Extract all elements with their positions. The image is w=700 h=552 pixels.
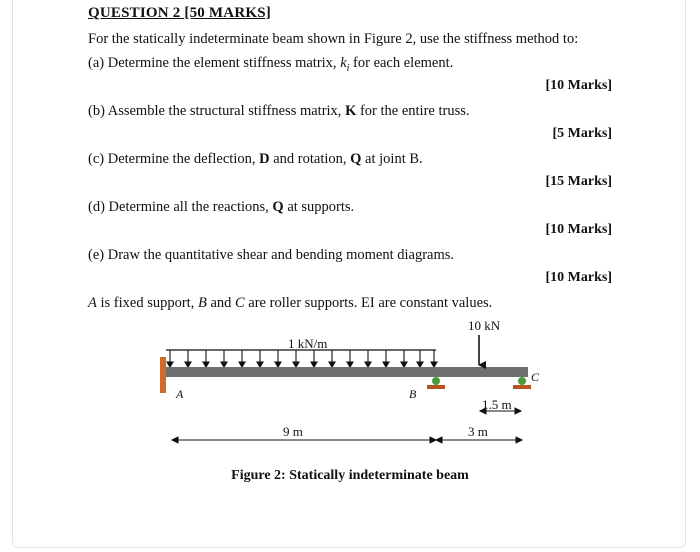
node-b-label: B bbox=[409, 387, 417, 401]
question-intro: For the statically indeterminate beam shown in Figure 2, use the stiffness method to: bbox=[88, 31, 579, 47]
support-note-c: C bbox=[235, 295, 245, 311]
part-d-marks: [10 Marks] bbox=[545, 222, 612, 237]
roller-support-c bbox=[513, 377, 531, 389]
node-a-label: A bbox=[176, 387, 184, 401]
node-c-label: C bbox=[531, 370, 540, 384]
part-e-text: (e) Draw the quantitative shear and bending moment diagrams. bbox=[88, 247, 455, 263]
part-b-marks: [5 Marks] bbox=[552, 126, 612, 141]
part-b-text: (b) Assemble the structural stiffness matrix, bbox=[88, 103, 346, 119]
part-b-text-end: for the entire truss. bbox=[356, 103, 470, 119]
part-a-marks: [10 Marks] bbox=[545, 78, 612, 93]
part-a-symbol: k bbox=[340, 55, 347, 71]
dim-span1-label: 9 m bbox=[283, 424, 303, 439]
point-load-label: 10 kN bbox=[468, 318, 501, 333]
part-d-text-end: at supports. bbox=[283, 199, 355, 215]
part-a-text: (a) Determine the element stiffness matrix, bbox=[88, 55, 341, 71]
part-c-marks: [15 Marks] bbox=[545, 174, 612, 189]
part-b-symbol: K bbox=[345, 103, 357, 119]
part-c-symbol-d: D bbox=[259, 151, 270, 167]
support-note-t3: are roller supports. EI are constant values. bbox=[244, 295, 493, 311]
support-note-t1: is fixed support, bbox=[96, 295, 198, 311]
dim-half-label: 1.5 m bbox=[482, 397, 512, 412]
part-c-text: (c) Determine the deflection, bbox=[88, 151, 260, 167]
support-note-t2: and bbox=[206, 295, 235, 311]
support-note-a: A bbox=[88, 295, 97, 311]
question-title: QUESTION 2 [50 MARKS] bbox=[88, 5, 271, 21]
part-c-symbol-q: Q bbox=[350, 151, 362, 167]
part-c-text-end: at joint B. bbox=[361, 151, 423, 167]
beam bbox=[166, 367, 528, 377]
part-c-text-mid: and rotation, bbox=[269, 151, 351, 167]
part-a-text-end: for each element. bbox=[349, 55, 454, 71]
fixed-support-a bbox=[160, 357, 166, 393]
roller-support-b bbox=[427, 377, 445, 389]
part-d-text: (d) Determine all the reactions, bbox=[88, 199, 273, 215]
part-a-subscript: i bbox=[346, 62, 350, 74]
dim-span2-label: 3 m bbox=[468, 424, 488, 439]
udl-arrows bbox=[167, 350, 437, 367]
figure-caption: Figure 2: Statically indeterminate beam bbox=[231, 468, 469, 483]
part-d-symbol: Q bbox=[272, 199, 284, 215]
part-e-marks: [10 Marks] bbox=[545, 270, 612, 285]
support-note-b: B bbox=[197, 295, 207, 311]
udl-label: 1 kN/m bbox=[288, 336, 328, 351]
